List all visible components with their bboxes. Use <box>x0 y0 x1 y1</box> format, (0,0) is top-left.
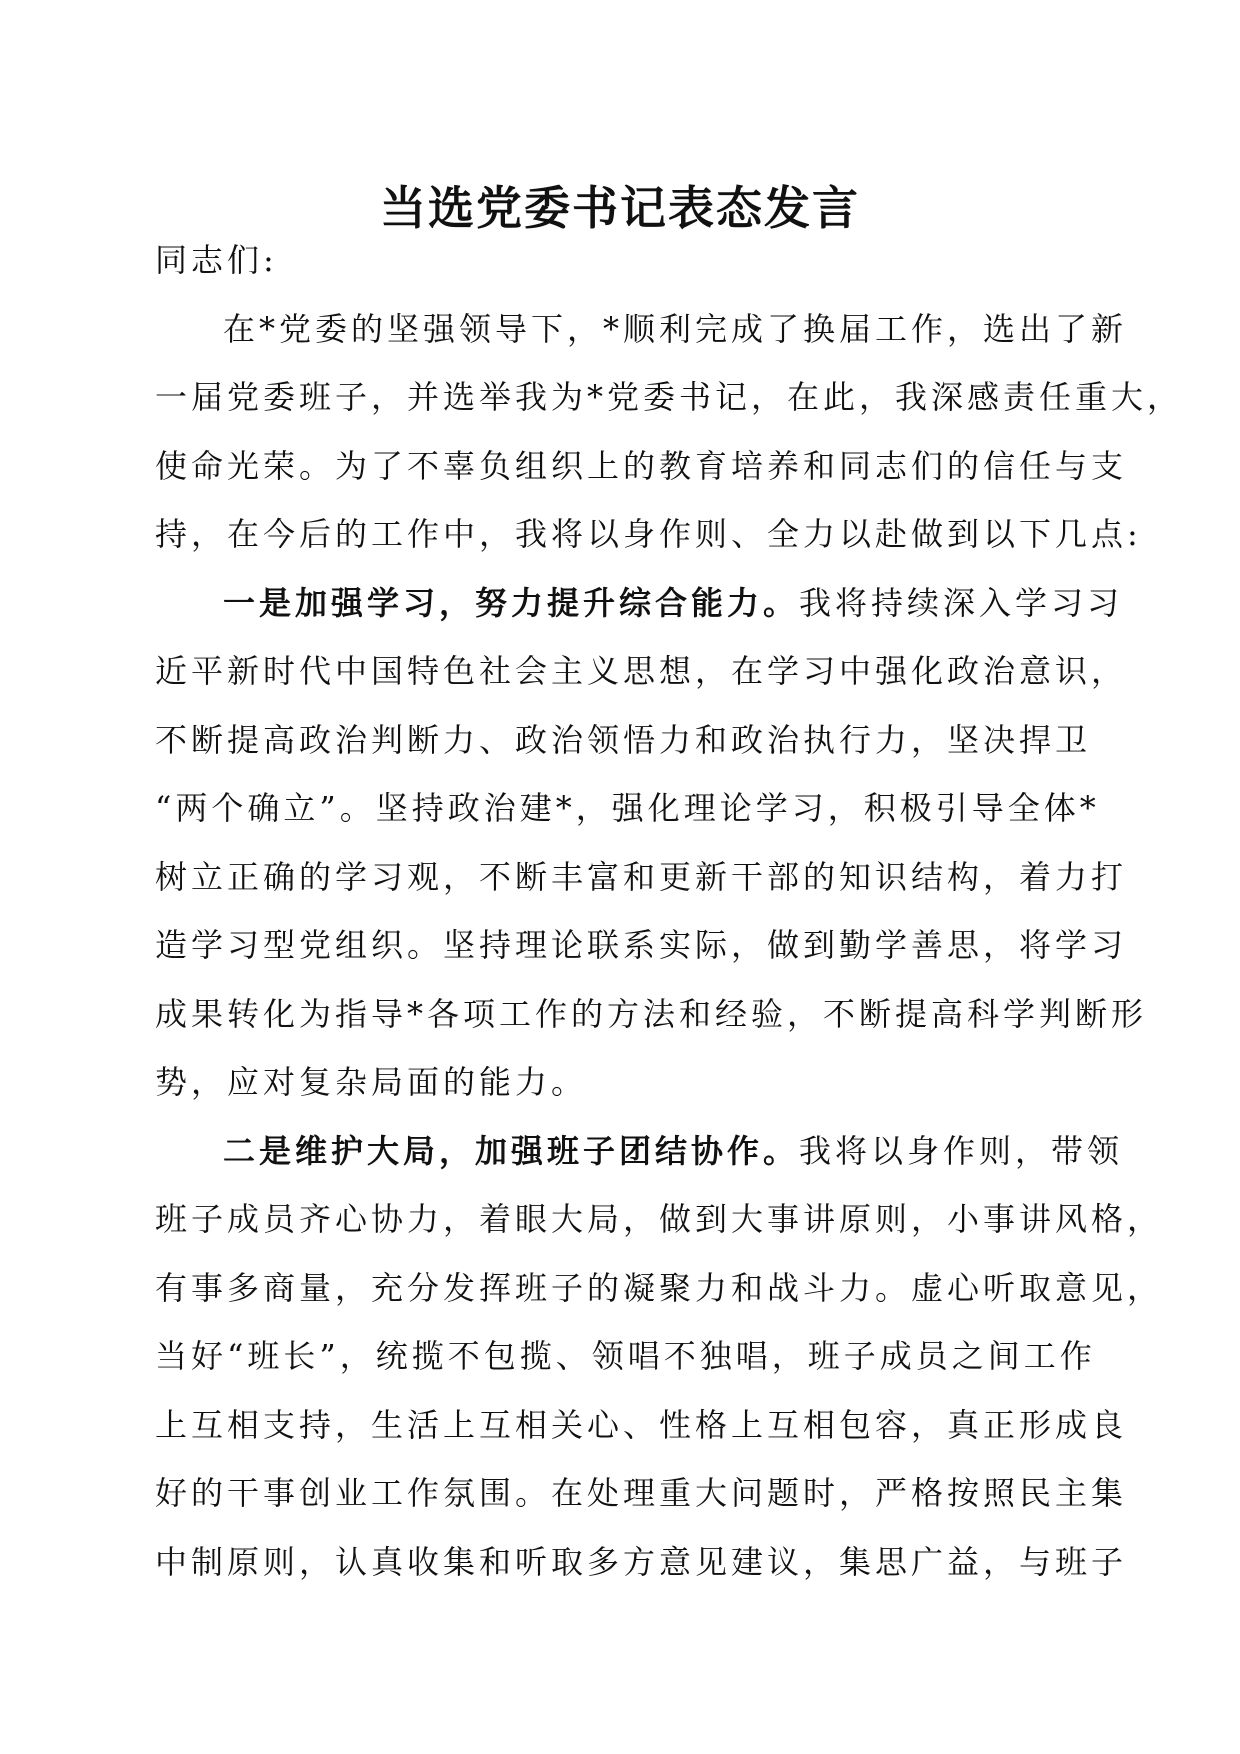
document-body <box>155 226 1184 1596</box>
paragraph-2-first-line <box>155 569 1124 638</box>
paragraph-3-lead: 二是维护大局，加强班子团结协作。 <box>223 1131 800 1170</box>
paragraph-1-line: 一届党委班子，并选举我为*党委书记，在此，我深感责任重大， <box>155 378 1184 416</box>
document-title: 当选党委书记表态发言 <box>380 181 860 235</box>
paragraph-3-line: 上互相支持，生活上互相关心、性格上互相包容，真正形成良 <box>155 1405 1128 1444</box>
paragraph-3-line: 好的干事创业工作氛围。在处理重大问题时，严格按照民主集 <box>155 1474 1128 1512</box>
paragraph-3-line: 中制原则，认真收集和听取多方意见建议，集思广益，与班子 <box>155 1542 1128 1581</box>
paragraph-1-line: 使命光荣。为了不辜负组织上的教育培养和同志们的信任与支 <box>155 446 1128 485</box>
paragraph-2-lead: 一是加强学习，努力提升综合能力。 <box>223 583 800 622</box>
paragraph-2-line: 树立正确的学习观，不断丰富和更新干部的知识结构，着力打 <box>155 857 1128 896</box>
paragraph-2-line: “两个确立”。坚持政治建*，强化理论学习，积极引导全体* <box>155 789 1100 827</box>
paragraph-1-line: 持，在今后的工作中，我将以身作则、全力以赴做到以下几点: <box>155 515 1142 553</box>
paragraph-3-line: 班子成员齐心协力，着眼大局，做到大事讲原则，小事讲风格， <box>155 1200 1164 1238</box>
paragraph-2-line: 造学习型党组织。坚持理论联系实际，做到勤学善思，将学习 <box>155 926 1128 964</box>
paragraph-2-line: 成果转化为指导*各项工作的方法和经验，不断提高科学判断形 <box>155 994 1148 1033</box>
salutation: 同志们: <box>155 241 278 279</box>
paragraph-2-line: 势，应对复杂局面的能力。 <box>155 1063 588 1101</box>
paragraph-2-line: 不断提高政治判断力、政治领悟力和政治执行力，坚决捍卫 <box>155 720 1092 759</box>
paragraph-2-line: 我将持续深入学习习 <box>799 583 1124 622</box>
paragraph-2-line: 近平新时代中国特色社会主义思想，在学习中强化政治意识， <box>155 652 1128 690</box>
paragraph-3-first-line <box>155 1117 1124 1186</box>
paragraph-3-line: 当好“班长”，统揽不包揽、领唱不独唱，班子成员之间工作 <box>155 1337 1096 1375</box>
paragraph-3-line: 我将以身作则，带领 <box>799 1131 1124 1170</box>
paragraph-1-line: 在*党委的坚强领导下，*顺利完成了换届工作，选出了新 <box>223 309 1128 348</box>
paragraph-3-line: 有事多商量，充分发挥班子的凝聚力和战斗力。虚心听取意见， <box>155 1268 1164 1307</box>
